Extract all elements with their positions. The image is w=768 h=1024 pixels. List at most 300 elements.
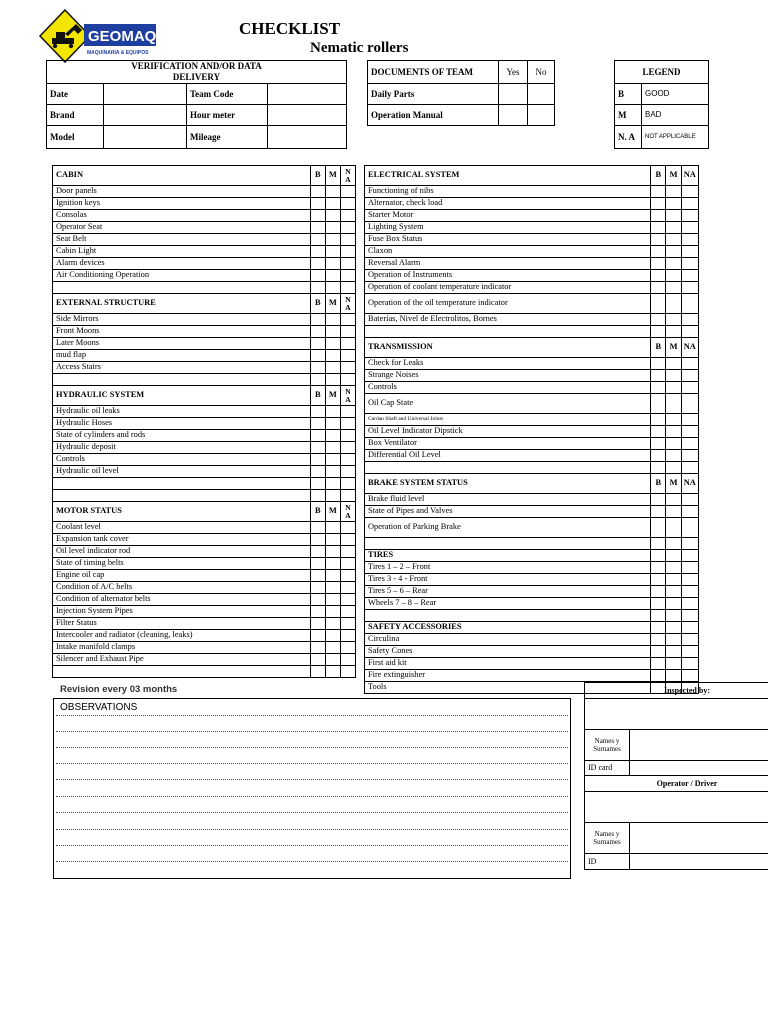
checkbox-na[interactable] xyxy=(681,234,698,246)
checkbox-na[interactable] xyxy=(340,618,355,630)
checkbox-m[interactable] xyxy=(325,314,340,326)
checkbox-na[interactable] xyxy=(340,642,355,654)
checklist-row xyxy=(365,506,699,518)
checkbox-m[interactable] xyxy=(325,350,340,362)
checkbox-b[interactable] xyxy=(310,246,325,258)
checkbox-b[interactable] xyxy=(310,198,325,210)
checkbox-na[interactable] xyxy=(340,350,355,362)
checkbox-b[interactable] xyxy=(310,362,325,374)
checklist-row xyxy=(53,186,356,198)
checkbox-na[interactable] xyxy=(681,646,698,658)
checklist-row xyxy=(365,598,699,610)
checkbox-na[interactable] xyxy=(340,630,355,642)
label-hour-meter: Hour meter xyxy=(187,105,268,126)
section-title: CABIN xyxy=(53,166,311,186)
field-model[interactable] xyxy=(104,126,187,149)
checkbox-na[interactable] xyxy=(340,314,355,326)
checkbox-b[interactable] xyxy=(310,558,325,570)
checkbox-b[interactable] xyxy=(310,466,325,478)
checklist-item-label: Oil level indicator rod xyxy=(53,546,311,558)
inspected-names-field[interactable] xyxy=(630,730,768,761)
checkbox-na[interactable] xyxy=(681,314,698,326)
checkbox-na[interactable] xyxy=(340,234,355,246)
checkbox-na[interactable] xyxy=(340,522,355,534)
checklist-row xyxy=(365,462,699,474)
checkbox-m[interactable] xyxy=(325,418,340,430)
operator-names-field[interactable] xyxy=(630,823,768,854)
section-title: MOTOR STATUS xyxy=(53,502,311,522)
doc-daily-parts-no[interactable] xyxy=(528,84,555,105)
checkbox-m[interactable] xyxy=(666,462,681,474)
section-header-row xyxy=(365,474,699,494)
checkbox-m[interactable] xyxy=(325,642,340,654)
checkbox-na[interactable] xyxy=(681,294,698,314)
checkbox-b[interactable] xyxy=(310,490,325,502)
checkbox-m[interactable] xyxy=(666,450,681,462)
checkbox-b[interactable] xyxy=(310,258,325,270)
checklist-row xyxy=(365,294,699,314)
checkbox-b[interactable] xyxy=(310,546,325,558)
checkbox-b[interactable] xyxy=(651,622,666,634)
checklist-row xyxy=(53,546,356,558)
checklist-item-label: Fuse Box Status xyxy=(365,234,651,246)
checkbox-na[interactable] xyxy=(681,634,698,646)
checkbox-na[interactable] xyxy=(340,490,355,502)
checkbox-na[interactable] xyxy=(340,478,355,490)
checkbox-b[interactable] xyxy=(310,430,325,442)
inspected-id-field[interactable] xyxy=(630,761,768,776)
checkbox-na[interactable] xyxy=(681,438,698,450)
checkbox-b[interactable] xyxy=(310,478,325,490)
checkbox-b[interactable] xyxy=(651,658,666,670)
checkbox-na[interactable] xyxy=(681,670,698,682)
checkbox-m[interactable] xyxy=(666,326,681,338)
checkbox-na[interactable] xyxy=(681,394,698,414)
checkbox-na[interactable] xyxy=(340,374,355,386)
checkbox-m[interactable] xyxy=(325,594,340,606)
checkbox-b[interactable] xyxy=(651,506,666,518)
checkbox-m[interactable] xyxy=(325,338,340,350)
observations-title: OBSERVATIONS xyxy=(60,702,138,713)
checkbox-m[interactable] xyxy=(325,630,340,642)
checkbox-na[interactable] xyxy=(340,338,355,350)
checklist-row xyxy=(53,374,356,386)
checkbox-na[interactable] xyxy=(681,426,698,438)
checkbox-na[interactable] xyxy=(340,442,355,454)
checklist-row xyxy=(53,362,356,374)
checkbox-m[interactable] xyxy=(325,522,340,534)
checkbox-b[interactable] xyxy=(310,606,325,618)
checkbox-m[interactable] xyxy=(325,558,340,570)
checkbox-m[interactable] xyxy=(666,494,681,506)
checkbox-m[interactable] xyxy=(666,282,681,294)
checkbox-na[interactable] xyxy=(340,654,355,666)
checkbox-m[interactable] xyxy=(666,394,681,414)
checkbox-na[interactable] xyxy=(681,506,698,518)
checklist-row xyxy=(53,534,356,546)
field-date[interactable] xyxy=(104,84,187,105)
checklist-row xyxy=(365,670,699,682)
checkbox-m[interactable] xyxy=(666,646,681,658)
checkbox-m[interactable] xyxy=(325,246,340,258)
checklist-item-label: Functioning of nibs xyxy=(365,186,651,198)
checkbox-m[interactable] xyxy=(666,258,681,270)
checkbox-b[interactable] xyxy=(310,418,325,430)
checklist-item-label: Fire extinguisher xyxy=(365,670,651,682)
checkbox-b[interactable] xyxy=(651,518,666,538)
checklist-item-label xyxy=(53,478,311,490)
checkbox-b[interactable] xyxy=(310,282,325,294)
checkbox-na[interactable] xyxy=(681,414,698,426)
checklist-item-label: Injection System Pipes xyxy=(53,606,311,618)
checklist-item-label: Cardan Shaft and Universal Joints xyxy=(365,414,651,426)
checkbox-b[interactable] xyxy=(651,426,666,438)
checkbox-b[interactable] xyxy=(651,538,666,550)
checkbox-b[interactable] xyxy=(651,282,666,294)
checkbox-b[interactable] xyxy=(651,222,666,234)
checklist-item-label: Tires 1 – 2 – Front xyxy=(365,562,651,574)
observations-box[interactable] xyxy=(53,698,571,879)
checkbox-b[interactable] xyxy=(651,198,666,210)
field-hour-meter[interactable] xyxy=(268,105,347,126)
checkbox-b[interactable] xyxy=(310,270,325,282)
checkbox-na[interactable] xyxy=(681,382,698,394)
checkbox-na[interactable] xyxy=(340,282,355,294)
checkbox-m[interactable] xyxy=(325,362,340,374)
checkbox-b[interactable] xyxy=(310,406,325,418)
checkbox-m[interactable] xyxy=(666,438,681,450)
checkbox-m[interactable] xyxy=(666,634,681,646)
checkbox-na[interactable] xyxy=(681,222,698,234)
checkbox-b[interactable] xyxy=(310,442,325,454)
checkbox-m[interactable] xyxy=(325,454,340,466)
checkbox-na[interactable] xyxy=(681,622,698,634)
checkbox-na[interactable] xyxy=(681,610,698,622)
checklist-row xyxy=(53,490,356,502)
checkbox-m[interactable] xyxy=(666,506,681,518)
checkbox-m[interactable] xyxy=(325,606,340,618)
checklist-left xyxy=(52,165,356,678)
col-b-header: B xyxy=(651,474,666,494)
checkbox-m[interactable] xyxy=(666,314,681,326)
checkbox-na[interactable] xyxy=(681,270,698,282)
checkbox-m[interactable] xyxy=(325,222,340,234)
checkbox-na[interactable] xyxy=(681,258,698,270)
checkbox-m[interactable] xyxy=(325,654,340,666)
checkbox-na[interactable] xyxy=(340,594,355,606)
legend-m-key: M xyxy=(615,105,642,126)
checkbox-b[interactable] xyxy=(651,494,666,506)
checkbox-na[interactable] xyxy=(340,570,355,582)
checkbox-na[interactable] xyxy=(681,450,698,462)
checkbox-na[interactable] xyxy=(681,462,698,474)
checkbox-b[interactable] xyxy=(651,414,666,426)
checklist-item-label: Operation of Instruments xyxy=(365,270,651,282)
checklist-right xyxy=(364,165,699,694)
checkbox-m[interactable] xyxy=(666,658,681,670)
checkbox-na[interactable] xyxy=(681,326,698,338)
checkbox-m[interactable] xyxy=(666,550,681,562)
checkbox-m[interactable] xyxy=(666,186,681,198)
checklist-item-label: Wheels 7 – 8 – Rear xyxy=(365,598,651,610)
checkbox-b[interactable] xyxy=(310,618,325,630)
checkbox-b[interactable] xyxy=(310,454,325,466)
checkbox-na[interactable] xyxy=(681,586,698,598)
checkbox-b[interactable] xyxy=(310,582,325,594)
checkbox-na[interactable] xyxy=(340,430,355,442)
checkbox-m[interactable] xyxy=(325,546,340,558)
checkbox-m[interactable] xyxy=(325,210,340,222)
checklist-item-label: Oil Cap State xyxy=(365,394,651,414)
checkbox-m[interactable] xyxy=(666,246,681,258)
checklist-item-label xyxy=(365,462,651,474)
checkbox-na[interactable] xyxy=(681,370,698,382)
checkbox-m[interactable] xyxy=(666,610,681,622)
operator-id-field[interactable] xyxy=(630,854,768,870)
checkbox-m[interactable] xyxy=(325,466,340,478)
checkbox-b[interactable] xyxy=(651,610,666,622)
observation-line[interactable] xyxy=(56,861,568,862)
checkbox-b[interactable] xyxy=(651,210,666,222)
checkbox-m[interactable] xyxy=(325,534,340,546)
checkbox-b[interactable] xyxy=(310,666,325,678)
observation-line[interactable] xyxy=(56,845,568,846)
checkbox-b[interactable] xyxy=(310,210,325,222)
inspected-id-label: ID card xyxy=(585,761,630,776)
checklist-row xyxy=(365,658,699,670)
observation-line[interactable] xyxy=(56,812,568,813)
checkbox-na[interactable] xyxy=(681,494,698,506)
checkbox-m[interactable] xyxy=(666,198,681,210)
checkbox-m[interactable] xyxy=(666,210,681,222)
checkbox-b[interactable] xyxy=(651,246,666,258)
checklist-item-label: Alarm devices xyxy=(53,258,311,270)
operator-signature[interactable] xyxy=(585,792,768,823)
observation-line[interactable] xyxy=(56,715,568,716)
field-brand[interactable] xyxy=(104,105,187,126)
checkbox-na[interactable] xyxy=(681,550,698,562)
checkbox-na[interactable] xyxy=(340,582,355,594)
inspected-signature[interactable] xyxy=(585,699,768,730)
checklist-item-label xyxy=(365,610,651,622)
checkbox-na[interactable] xyxy=(681,598,698,610)
checkbox-b[interactable] xyxy=(651,646,666,658)
checkbox-b[interactable] xyxy=(651,562,666,574)
checkbox-b[interactable] xyxy=(310,570,325,582)
checkbox-na[interactable] xyxy=(340,418,355,430)
checkbox-b[interactable] xyxy=(310,234,325,246)
checkbox-m[interactable] xyxy=(325,570,340,582)
inspected-title: Inspected by: xyxy=(585,683,768,699)
checkbox-m[interactable] xyxy=(666,222,681,234)
checkbox-b[interactable] xyxy=(310,326,325,338)
doc-operation-manual-yes[interactable] xyxy=(499,105,528,126)
checkbox-na[interactable] xyxy=(681,246,698,258)
checkbox-b[interactable] xyxy=(651,394,666,414)
checkbox-b[interactable] xyxy=(310,594,325,606)
checkbox-m[interactable] xyxy=(325,186,340,198)
checkbox-m[interactable] xyxy=(666,538,681,550)
checkbox-na[interactable] xyxy=(681,198,698,210)
checkbox-b[interactable] xyxy=(310,314,325,326)
checkbox-m[interactable] xyxy=(666,586,681,598)
observation-line[interactable] xyxy=(56,796,568,797)
checkbox-na[interactable] xyxy=(681,518,698,538)
checkbox-b[interactable] xyxy=(310,522,325,534)
checklist-row xyxy=(365,438,699,450)
checkbox-na[interactable] xyxy=(340,466,355,478)
checkbox-m[interactable] xyxy=(666,562,681,574)
checkbox-na[interactable] xyxy=(340,270,355,282)
checkbox-m[interactable] xyxy=(666,370,681,382)
checkbox-m[interactable] xyxy=(325,442,340,454)
observation-line[interactable] xyxy=(56,779,568,780)
checkbox-m[interactable] xyxy=(325,258,340,270)
checkbox-m[interactable] xyxy=(666,414,681,426)
checkbox-m[interactable] xyxy=(666,670,681,682)
checkbox-m[interactable] xyxy=(325,374,340,386)
checklist-row xyxy=(53,654,356,666)
checkbox-m[interactable] xyxy=(325,490,340,502)
col-b-header: B xyxy=(651,338,666,358)
checkbox-m[interactable] xyxy=(666,358,681,370)
checkbox-na[interactable] xyxy=(340,246,355,258)
checkbox-b[interactable] xyxy=(310,222,325,234)
checklist-row xyxy=(365,586,699,598)
checkbox-b[interactable] xyxy=(651,370,666,382)
field-team-code[interactable] xyxy=(268,84,347,105)
checkbox-m[interactable] xyxy=(325,618,340,630)
checkbox-b[interactable] xyxy=(310,350,325,362)
checkbox-m[interactable] xyxy=(325,406,340,418)
checkbox-m[interactable] xyxy=(325,282,340,294)
checkbox-na[interactable] xyxy=(340,546,355,558)
checkbox-na[interactable] xyxy=(340,210,355,222)
checkbox-na[interactable] xyxy=(340,258,355,270)
checkbox-b[interactable] xyxy=(310,630,325,642)
doc-operation-manual-no[interactable] xyxy=(528,105,555,126)
checkbox-na[interactable] xyxy=(340,406,355,418)
checkbox-m[interactable] xyxy=(325,478,340,490)
checkbox-b[interactable] xyxy=(310,642,325,654)
checkbox-m[interactable] xyxy=(666,574,681,586)
checkbox-na[interactable] xyxy=(340,454,355,466)
checkbox-b[interactable] xyxy=(651,270,666,282)
checkbox-m[interactable] xyxy=(325,270,340,282)
checkbox-na[interactable] xyxy=(340,198,355,210)
checklist-item-label: Condition of A/C belts xyxy=(53,582,311,594)
checkbox-na[interactable] xyxy=(681,658,698,670)
checkbox-b[interactable] xyxy=(651,186,666,198)
checkbox-b[interactable] xyxy=(651,634,666,646)
checkbox-b[interactable] xyxy=(651,438,666,450)
checklist-item-label: Seat Belt xyxy=(53,234,311,246)
checkbox-b[interactable] xyxy=(651,258,666,270)
col-b-header: B xyxy=(310,294,325,314)
checkbox-na[interactable] xyxy=(681,358,698,370)
checkbox-m[interactable] xyxy=(325,666,340,678)
checkbox-na[interactable] xyxy=(340,558,355,570)
observation-line[interactable] xyxy=(56,763,568,764)
doc-daily-parts: Daily Parts xyxy=(368,84,499,105)
checkbox-na[interactable] xyxy=(681,538,698,550)
checkbox-na[interactable] xyxy=(340,606,355,618)
checkbox-m[interactable] xyxy=(666,622,681,634)
checklist-item-label: Filter Status xyxy=(53,618,311,630)
checkbox-na[interactable] xyxy=(681,562,698,574)
checkbox-m[interactable] xyxy=(666,270,681,282)
doc-daily-parts-yes[interactable] xyxy=(499,84,528,105)
legend-b-value: GOOD xyxy=(642,84,709,105)
checkbox-m[interactable] xyxy=(325,234,340,246)
checkbox-b[interactable] xyxy=(310,654,325,666)
checkbox-na[interactable] xyxy=(340,534,355,546)
checkbox-na[interactable] xyxy=(681,210,698,222)
checkbox-m[interactable] xyxy=(666,518,681,538)
observation-line[interactable] xyxy=(56,747,568,748)
checkbox-m[interactable] xyxy=(325,430,340,442)
checkbox-na[interactable] xyxy=(681,186,698,198)
checkbox-b[interactable] xyxy=(310,534,325,546)
checkbox-na[interactable] xyxy=(681,282,698,294)
checkbox-b[interactable] xyxy=(310,186,325,198)
checkbox-m[interactable] xyxy=(666,382,681,394)
checkbox-b[interactable] xyxy=(651,314,666,326)
checkbox-b[interactable] xyxy=(651,326,666,338)
checkbox-na[interactable] xyxy=(340,326,355,338)
checkbox-b[interactable] xyxy=(651,450,666,462)
field-mileage[interactable] xyxy=(268,126,347,149)
checklist-row xyxy=(53,606,356,618)
label-brand: Brand xyxy=(47,105,104,126)
checkbox-b[interactable] xyxy=(651,550,666,562)
checklist-row xyxy=(365,450,699,462)
checkbox-m[interactable] xyxy=(325,326,340,338)
checkbox-b[interactable] xyxy=(651,574,666,586)
checkbox-m[interactable] xyxy=(666,234,681,246)
checklist-row xyxy=(53,282,356,294)
checkbox-b[interactable] xyxy=(651,586,666,598)
observation-line[interactable] xyxy=(56,829,568,830)
checkbox-b[interactable] xyxy=(310,374,325,386)
checkbox-m[interactable] xyxy=(666,426,681,438)
checkbox-m[interactable] xyxy=(325,198,340,210)
checkbox-b[interactable] xyxy=(651,358,666,370)
checkbox-na[interactable] xyxy=(340,362,355,374)
checkbox-na[interactable] xyxy=(340,666,355,678)
checkbox-b[interactable] xyxy=(651,234,666,246)
checkbox-na[interactable] xyxy=(340,222,355,234)
checkbox-b[interactable] xyxy=(310,338,325,350)
checkbox-b[interactable] xyxy=(651,598,666,610)
col-na-header: NA xyxy=(681,474,698,494)
observation-line[interactable] xyxy=(56,731,568,732)
checklist-row xyxy=(53,582,356,594)
checkbox-b[interactable] xyxy=(651,294,666,314)
checkbox-b[interactable] xyxy=(651,670,666,682)
col-m-header: M xyxy=(325,294,340,314)
checkbox-na[interactable] xyxy=(681,574,698,586)
section-title: HYDRAULIC SYSTEM xyxy=(53,386,311,406)
checkbox-na[interactable] xyxy=(340,186,355,198)
checklist-item-label: Oil Level Indicator Dipstick xyxy=(365,426,651,438)
checkbox-m[interactable] xyxy=(666,598,681,610)
checkbox-m[interactable] xyxy=(666,294,681,314)
logo-brand: GEOMAQ xyxy=(88,28,157,45)
checkbox-m[interactable] xyxy=(325,582,340,594)
checkbox-b[interactable] xyxy=(651,382,666,394)
checkbox-b[interactable] xyxy=(651,462,666,474)
